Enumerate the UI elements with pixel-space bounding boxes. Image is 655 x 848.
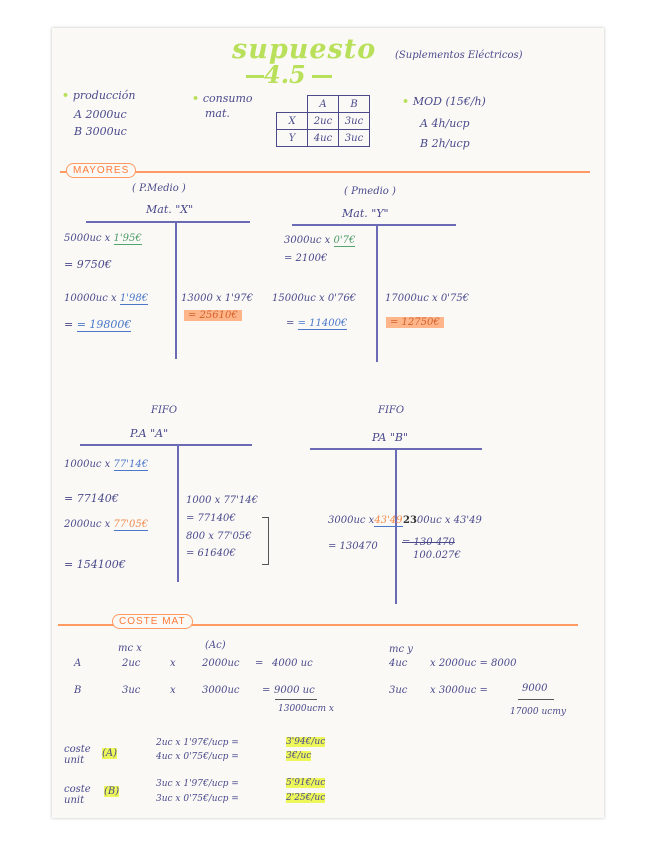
mayores-divider xyxy=(60,171,590,173)
pa-a-line2: = 77140€ xyxy=(64,492,119,505)
mat-y-right1: 17000uc x 0'75€ xyxy=(385,293,470,304)
consumo-label-mat: mat. xyxy=(205,107,230,120)
coste-row-b-ymult: x 3000uc = xyxy=(430,685,488,696)
coste-row-a-label: A xyxy=(74,658,82,669)
coste-unit-b-label: coste unit xyxy=(64,784,91,806)
pa-b-right2: = 130 470 xyxy=(402,537,455,548)
coste-unit-b-l1: 3uc x 1'97€/ucp = xyxy=(156,779,239,789)
total-x-brace xyxy=(275,699,317,700)
coste-row-b-times: x xyxy=(170,685,176,696)
coste-unit-a-v1: 3'94€/uc xyxy=(286,737,326,747)
page-subtitle: (Suplementos Eléctricos) xyxy=(395,50,523,61)
coste-unit-b-v2: 2'25€/uc xyxy=(286,793,326,803)
title-dash-left xyxy=(246,75,264,78)
pa-a-line3: 2000uc x 77'05€ xyxy=(64,519,149,530)
mat-y-line4: = = 11400€ xyxy=(286,318,348,329)
coste-unit-a-l2: 4uc x 0'75€/ucp = xyxy=(156,752,239,762)
pa-a-line1: 1000uc x 77'14€ xyxy=(64,459,149,470)
mat-y-method: ( Pmedio ) xyxy=(344,186,396,197)
page-title-number: 4.5 xyxy=(264,60,306,89)
produccion-b: B 3000uc xyxy=(74,125,127,138)
mod-b: B 2h/ucp xyxy=(420,137,470,150)
pa-b-right3: 100.027€ xyxy=(413,550,461,561)
pa-a-right3: 800 x 77'05€ xyxy=(186,531,252,542)
mat-x-right2: = 25610€ xyxy=(184,310,242,321)
coste-total-x: 13000ucm x xyxy=(278,704,334,714)
coste-unit-b-tag: (B) xyxy=(104,786,120,797)
coste-row-b-ry: 9000 xyxy=(522,683,548,694)
mat-x-t-vertical xyxy=(175,221,177,359)
pa-b-title: PA "B" xyxy=(372,431,409,444)
coste-row-a-times: x xyxy=(170,658,176,669)
consumo-col-a: A xyxy=(308,96,339,113)
mat-y-line1: 3000uc x 0'7€ xyxy=(284,235,356,246)
mat-y-line2: = 2100€ xyxy=(284,253,328,264)
pa-a-t-horizontal xyxy=(80,444,252,446)
coste-row-b-label: B xyxy=(74,685,82,696)
pa-a-method: FIFO xyxy=(151,405,178,416)
coste-unit-a-label: coste unit xyxy=(64,744,91,766)
pa-b-method: FIFO xyxy=(378,405,405,416)
pa-a-title: P.A "A" xyxy=(130,427,169,440)
consumo-table xyxy=(276,95,370,147)
mat-y-line3: 15000uc x 0'76€ xyxy=(272,293,357,304)
coste-row-a-x: 2uc xyxy=(122,658,141,669)
coste-row-a-rx: 4000 uc xyxy=(272,658,313,669)
pa-a-bracket xyxy=(262,517,269,565)
coste-unit-a-v2: 3€/uc xyxy=(286,751,312,761)
mat-x-right1: 13000 x 1'97€ xyxy=(181,293,254,304)
produccion-label: • producción xyxy=(62,89,136,102)
mod-label: • MOD (15€/h) xyxy=(402,95,486,108)
coste-mat-badge: COSTE MAT xyxy=(112,614,193,629)
pa-b-line2: = 130470 xyxy=(328,541,378,552)
page-title: supuesto xyxy=(232,34,377,65)
pa-a-line4: = 154100€ xyxy=(64,558,126,571)
mat-x-t-horizontal xyxy=(86,221,250,223)
coste-unit-a-l1: 2uc x 1'97€/ucp = xyxy=(156,738,239,748)
coste-mat-hdr-mcx: mc x xyxy=(118,643,142,654)
mat-x-line4: = = 19800€ xyxy=(64,318,132,331)
coste-row-b-x: 3uc xyxy=(122,685,141,696)
mat-y-right2: = 12750€ xyxy=(386,317,444,328)
coste-row-b-rx: 9000 uc xyxy=(274,685,315,696)
coste-row-a-eq: = xyxy=(255,658,264,669)
consumo-table-corner xyxy=(277,96,308,113)
mod-a: A 4h/ucp xyxy=(420,117,470,130)
consumo-row-x-label: X xyxy=(277,113,308,130)
coste-row-a-ymult: x 2000uc = 8000 xyxy=(430,658,517,669)
coste-unit-a-tag: (A) xyxy=(102,748,118,759)
pa-b-line1: 3000uc x43'49 xyxy=(328,515,403,526)
title-dash-right xyxy=(312,75,332,78)
consumo-row-y-label: Y xyxy=(277,130,308,147)
consumo-cell: 2uc xyxy=(308,113,339,130)
consumo-col-b: B xyxy=(339,96,370,113)
mat-x-line2: = 9750€ xyxy=(64,258,112,271)
consumo-label: • consumo xyxy=(192,92,253,105)
total-y-brace xyxy=(518,699,554,700)
coste-row-b-eq: = xyxy=(262,685,271,696)
coste-row-b-ac: 3000uc xyxy=(202,685,240,696)
mat-x-line3: 10000uc x 1'98€ xyxy=(64,293,149,304)
coste-mat-hdr-ac: (Ac) xyxy=(205,640,226,651)
produccion-a: A 2000uc xyxy=(74,108,127,121)
coste-row-a-y: 4uc xyxy=(389,658,408,669)
pa-a-right4: = 61640€ xyxy=(186,548,236,559)
pa-a-t-vertical xyxy=(177,444,179,582)
coste-unit-b-l2: 3uc x 0'75€/ucp = xyxy=(156,794,239,804)
mat-x-method: ( P.Medio ) xyxy=(132,183,186,194)
mat-y-t-horizontal xyxy=(292,224,456,226)
coste-row-b-y: 3uc xyxy=(389,685,408,696)
mayores-badge: MAYORES xyxy=(66,163,136,178)
coste-total-y: 17000 ucmy xyxy=(510,707,566,717)
mat-y-t-vertical xyxy=(376,224,378,362)
pa-b-right1: 2300uc x 43'49 xyxy=(403,515,482,526)
mat-y-title: Mat. "Y" xyxy=(342,207,389,220)
consumo-cell: 3uc xyxy=(339,130,370,147)
consumo-cell: 4uc xyxy=(308,130,339,147)
pa-a-right2: = 77140€ xyxy=(186,513,236,524)
coste-unit-b-v1: 5'91€/uc xyxy=(286,778,326,788)
mat-x-line1: 5000uc x 1'95€ xyxy=(64,233,142,244)
pa-a-right1: 1000 x 77'14€ xyxy=(186,495,259,506)
mat-x-title: Mat. "X" xyxy=(146,203,194,216)
coste-row-a-ac: 2000uc xyxy=(202,658,240,669)
consumo-cell: 3uc xyxy=(339,113,370,130)
coste-mat-hdr-mcy: mc y xyxy=(389,644,413,655)
